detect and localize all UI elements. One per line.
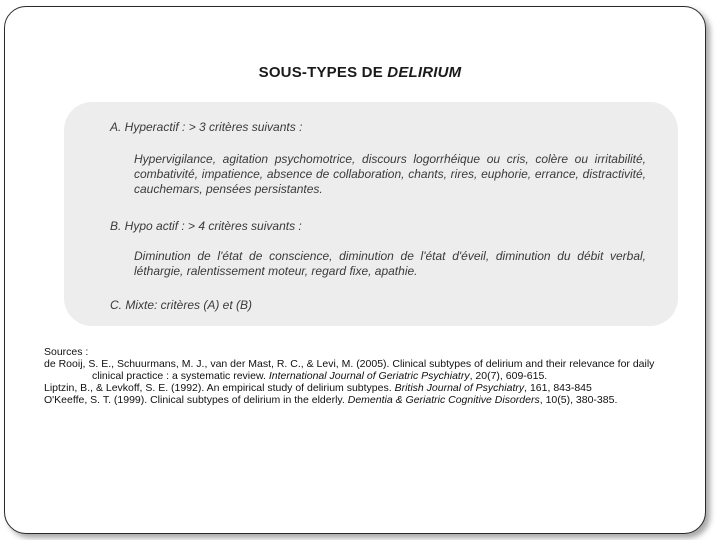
source-ref-1-tail: , 20(7), 609-615.	[469, 370, 548, 382]
page-title	[0, 64, 720, 81]
item-b-body: Diminution de l'état de conscience, diminution de l'état d'éveil, diminution du débit verbal, léthargie, ralentissement moteur, regard fixe, apathie.	[134, 249, 646, 278]
criteria-box	[64, 102, 678, 326]
source-ref-2-text: Liptzin, B., & Levkoff, S. E. (1992). An empirical study of delirium subtypes.	[44, 382, 395, 394]
sources-label: Sources :	[44, 346, 89, 358]
item-a-body: Hypervigilance, agitation psychomotrice, discours logorrhéique ou cris, colère ou irritabilité, combativité, impatience, absence de collaboration, chants, rires, euphorie, errance, distractivité, cauchemars, pensées persistantes.	[134, 152, 646, 196]
source-ref-3-tail: , 10(5), 380-385.	[539, 394, 618, 406]
source-ref-2	[44, 382, 704, 394]
source-ref-1-line1: de Rooij, S. E., Schuurmans, M. J., van der Mast, R. C., & Levi, M. (2005). Clinical subtypes of delirium and their relevance for daily	[44, 358, 655, 370]
source-ref-2-journal: British Journal of Psychiatry	[394, 382, 525, 394]
item-b-heading: B. Hypo actif : > 4 critères suivants :	[110, 219, 302, 233]
source-ref-1-text: clinical practice : a systematic review.	[92, 370, 269, 382]
source-ref-3	[44, 394, 704, 406]
sources	[44, 346, 704, 406]
source-ref-3-text: O'Keeffe, S. T. (1999). Clinical subtypes of delirium in the elderly.	[44, 394, 348, 406]
source-ref-1-line2	[44, 370, 704, 382]
source-ref-2-tail: , 161, 843-845	[524, 382, 592, 394]
title-emphasis: DELIRIUM	[387, 64, 462, 81]
title-prefix: SOUS-TYPES DE	[258, 64, 388, 81]
item-c-heading: C. Mixte: critères (A) et (B)	[110, 298, 253, 312]
source-ref-1-journal: International Journal of Geriatric Psychiatry	[268, 370, 470, 382]
item-a-heading: A. Hyperactif : > 3 critères suivants :	[110, 120, 303, 134]
source-ref-3-journal: Dementia & Geriatric Cognitive Disorders	[347, 394, 540, 406]
